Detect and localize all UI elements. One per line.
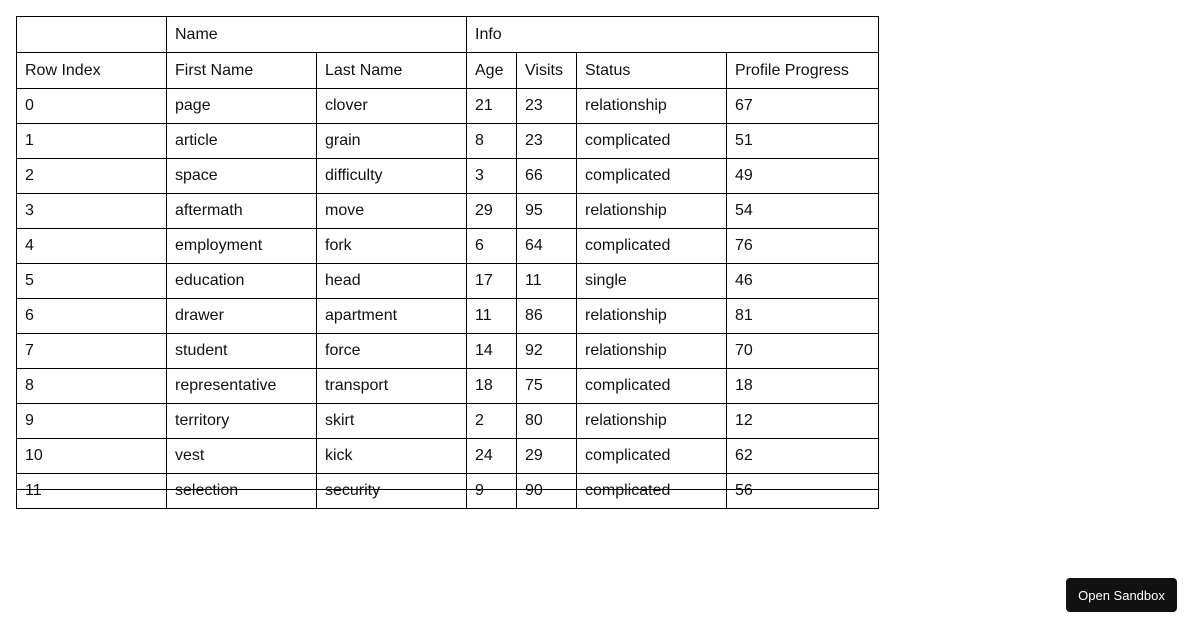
cell-row-index: 4 <box>17 229 167 264</box>
cell-age: 6 <box>467 229 517 264</box>
cell-status: relationship <box>577 194 727 229</box>
column-header-row-index: Row Index <box>17 53 167 89</box>
cell-first-name: territory <box>167 404 317 439</box>
cell-status: complicated <box>577 439 727 474</box>
group-header-empty <box>17 17 167 53</box>
column-header-profile-progress: Profile Progress <box>727 53 879 89</box>
table-row <box>17 474 879 509</box>
table-row <box>17 334 879 369</box>
cell-last-name: force <box>317 334 467 369</box>
cell-visits: 75 <box>517 369 577 404</box>
cell-last-name: head <box>317 264 467 299</box>
cell-row-index: 9 <box>17 404 167 439</box>
cell-last-name: fork <box>317 229 467 264</box>
cell-profile-progress: 70 <box>727 334 879 369</box>
cell-age: 9 <box>467 474 517 509</box>
cell-visits: 23 <box>517 124 577 159</box>
table-row <box>17 369 879 404</box>
cell-status: complicated <box>577 124 727 159</box>
column-header-visits: Visits <box>517 53 577 89</box>
column-header-status: Status <box>577 53 727 89</box>
cell-status: single <box>577 264 727 299</box>
cell-row-index: 8 <box>17 369 167 404</box>
cell-first-name: article <box>167 124 317 159</box>
column-header-first-name: First Name <box>167 53 317 89</box>
cell-age: 21 <box>467 89 517 124</box>
cell-row-index: 7 <box>17 334 167 369</box>
table-row <box>17 404 879 439</box>
cell-status: complicated <box>577 159 727 194</box>
column-header-age: Age <box>467 53 517 89</box>
cell-status: relationship <box>577 89 727 124</box>
cell-first-name: education <box>167 264 317 299</box>
cell-first-name: drawer <box>167 299 317 334</box>
cell-last-name: grain <box>317 124 467 159</box>
cell-last-name: kick <box>317 439 467 474</box>
cell-row-index: 3 <box>17 194 167 229</box>
cell-profile-progress: 51 <box>727 124 879 159</box>
cell-profile-progress: 67 <box>727 89 879 124</box>
cell-row-index: 0 <box>17 89 167 124</box>
cell-first-name: representative <box>167 369 317 404</box>
table-scroll-container[interactable] <box>16 16 878 499</box>
cell-visits: 90 <box>517 474 577 509</box>
cell-status: complicated <box>577 229 727 264</box>
cell-profile-progress: 81 <box>727 299 879 334</box>
table-row <box>17 89 879 124</box>
cell-profile-progress: 12 <box>727 404 879 439</box>
cell-row-index: 5 <box>17 264 167 299</box>
cell-last-name: skirt <box>317 404 467 439</box>
cell-row-index: 1 <box>17 124 167 159</box>
cell-last-name: transport <box>317 369 467 404</box>
cell-visits: 66 <box>517 159 577 194</box>
cell-status: relationship <box>577 404 727 439</box>
cell-profile-progress: 18 <box>727 369 879 404</box>
cell-visits: 11 <box>517 264 577 299</box>
table-row <box>17 299 879 334</box>
cell-age: 29 <box>467 194 517 229</box>
cell-profile-progress: 54 <box>727 194 879 229</box>
cell-first-name: selection <box>167 474 317 509</box>
table-row <box>17 159 879 194</box>
cell-row-index: 11 <box>17 474 167 509</box>
table-row <box>17 194 879 229</box>
group-header-row <box>17 17 879 53</box>
cell-row-index: 2 <box>17 159 167 194</box>
cell-status: complicated <box>577 369 727 404</box>
table-row <box>17 124 879 159</box>
data-table <box>16 16 879 509</box>
cell-last-name: apartment <box>317 299 467 334</box>
cell-profile-progress: 46 <box>727 264 879 299</box>
column-header-last-name: Last Name <box>317 53 467 89</box>
cell-first-name: page <box>167 89 317 124</box>
column-header-row <box>17 53 879 89</box>
cell-age: 17 <box>467 264 517 299</box>
cell-profile-progress: 62 <box>727 439 879 474</box>
cell-age: 3 <box>467 159 517 194</box>
cell-first-name: space <box>167 159 317 194</box>
cell-status: complicated <box>577 474 727 509</box>
cell-row-index: 10 <box>17 439 167 474</box>
cell-age: 14 <box>467 334 517 369</box>
cell-visits: 86 <box>517 299 577 334</box>
table-row <box>17 439 879 474</box>
cell-age: 8 <box>467 124 517 159</box>
open-sandbox-button[interactable]: Open Sandbox <box>1066 578 1177 612</box>
cell-row-index: 6 <box>17 299 167 334</box>
cell-visits: 23 <box>517 89 577 124</box>
cell-profile-progress: 56 <box>727 474 879 509</box>
cell-first-name: vest <box>167 439 317 474</box>
cell-age: 18 <box>467 369 517 404</box>
table-body <box>17 89 879 509</box>
cell-status: relationship <box>577 334 727 369</box>
group-header-info: Info <box>467 17 879 53</box>
cell-last-name: clover <box>317 89 467 124</box>
cell-visits: 95 <box>517 194 577 229</box>
cell-status: relationship <box>577 299 727 334</box>
cell-age: 11 <box>467 299 517 334</box>
group-header-name: Name <box>167 17 467 53</box>
cell-last-name: difficulty <box>317 159 467 194</box>
cell-profile-progress: 49 <box>727 159 879 194</box>
cell-visits: 64 <box>517 229 577 264</box>
cell-profile-progress: 76 <box>727 229 879 264</box>
cell-first-name: student <box>167 334 317 369</box>
cell-visits: 80 <box>517 404 577 439</box>
cell-last-name: security <box>317 474 467 509</box>
cell-visits: 92 <box>517 334 577 369</box>
cell-age: 2 <box>467 404 517 439</box>
table-row <box>17 229 879 264</box>
cell-first-name: aftermath <box>167 194 317 229</box>
table-row <box>17 264 879 299</box>
cell-visits: 29 <box>517 439 577 474</box>
cell-last-name: move <box>317 194 467 229</box>
cell-first-name: employment <box>167 229 317 264</box>
cell-age: 24 <box>467 439 517 474</box>
